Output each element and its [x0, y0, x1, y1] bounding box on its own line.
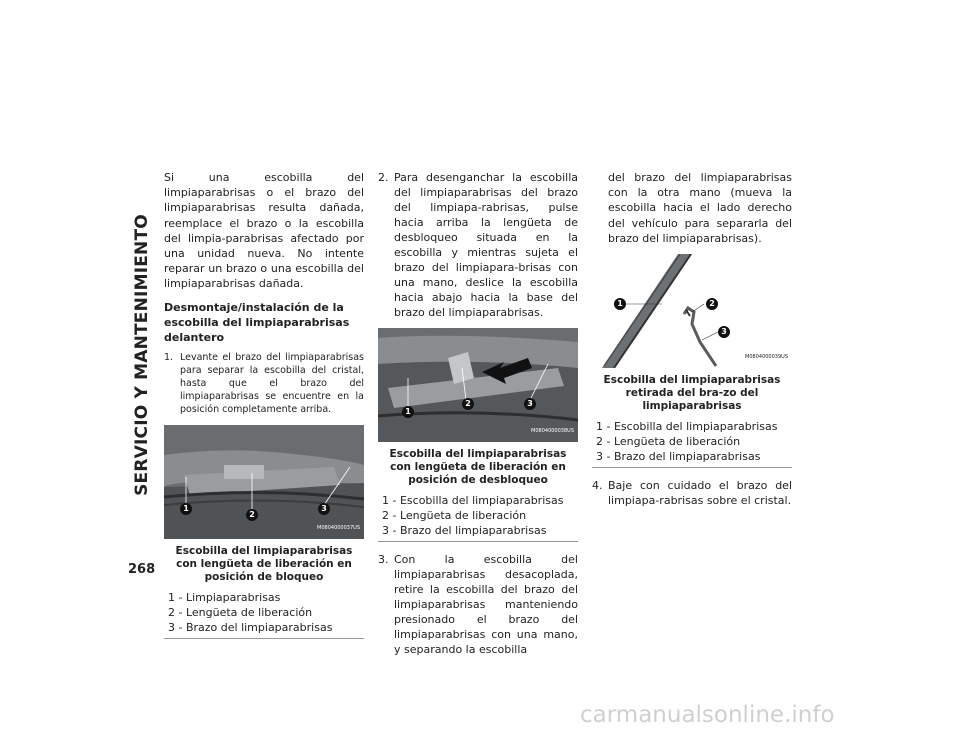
legend-item: 1 - Escobilla del limpiaparabrisas: [596, 420, 778, 434]
step-number: 2.: [378, 171, 389, 184]
figure-caption: Escobilla del limpiaparabrisas con lengüeta de liberación en posición de desbloqueo: [389, 448, 567, 486]
figure-code: M0804000037US: [317, 524, 360, 531]
step-2: [378, 170, 578, 320]
step-3: [378, 552, 578, 657]
figure-wiper-locked: [164, 425, 364, 539]
figure-wiper-unlocked: [378, 328, 578, 442]
legend-item: 3 - Brazo del limpiaparabrisas: [382, 524, 547, 537]
column-3: [592, 170, 792, 516]
figure-legend: [378, 491, 578, 542]
step-number: 3.: [378, 553, 389, 566]
legend-item: 1 - Escobilla del limpiaparabrisas: [382, 494, 564, 507]
callout-1: 1: [180, 503, 192, 515]
callout-1: 1: [402, 406, 414, 418]
legend-item: 2 - Lengüeta de liberación: [382, 509, 527, 522]
step-text: Baje con cuidado el brazo del limpiapa-rabrisas sobre el cristal.: [608, 479, 792, 508]
step-4: [592, 478, 792, 508]
legend-item: 2 - Lengüeta de liberación: [596, 435, 741, 449]
column-1: [164, 170, 364, 649]
watermark: carmanualsonline.info: [580, 702, 835, 728]
callout-2: 2: [706, 298, 718, 310]
figure-caption: Escobilla del limpiaparabrisas con lengüeta de liberación en posición de bloqueo: [175, 544, 353, 583]
step-text: Levante el brazo del limpiaparabrisas para separar la escobilla del cristal, hasta que el brazo del limpiaparabrisas se encuentre en la posición completamente arriba.: [180, 351, 364, 416]
callout-2: 2: [462, 398, 474, 410]
column-2: [378, 170, 578, 665]
figure-code: M0804000039US: [745, 354, 788, 361]
page-number: 268: [128, 562, 156, 577]
section-tab-label: SERVICIO Y MANTENIMIENTO: [132, 214, 152, 496]
intro-paragraph: Si una escobilla del limpiaparabrisas o el brazo del limpiaparabrisas resulta dañada, reemplace el brazo o la escobilla del limpia-parabrisas afectado por una unidad nueva. No intente reparar un brazo o una escobilla del limpiaparabrisas dañada.: [164, 171, 364, 291]
section-tab: [128, 160, 156, 550]
callout-3: 3: [318, 503, 330, 515]
continued-paragraph: del brazo del limpiaparabrisas con la otra mano (mueva la escobilla hacia el lado derecho del vehículo para separarla del brazo del limpiaparabrisas).: [608, 171, 792, 245]
figure-wiper-removed: [592, 254, 792, 368]
section-heading: Desmontaje/instalación de la escobilla del limpiaparabrisas delantero: [164, 300, 350, 344]
step-text: Para desenganchar la escobilla del limpiaparabrisas del brazo del limpiapa-rabrisas, pulse hacia arriba la lengüeta de desbloqueo situada en la escobilla y mientras sujeta el brazo del limpiapara-brisas con una mano, deslice la escobilla hacia abajo hacia la base del brazo del limpiaparabrisas.: [394, 171, 578, 319]
legend-item: 3 - Brazo del limpiaparabrisas: [168, 620, 333, 634]
step-1: [164, 351, 364, 417]
legend-item: 2 - Lengüeta de liberación: [168, 605, 313, 619]
step-text: Con la escobilla del limpiaparabrisas desacoplada, retire la escobilla del brazo del limpiaparabrisas manteniendo presionado el brazo del limpiaparabrisas con una mano, y separando la escobilla: [394, 553, 578, 656]
figure-code: M0804000038US: [531, 428, 574, 434]
callout-1: 1: [614, 298, 626, 310]
figure-caption: Escobilla del limpiaparabrisas retirada del bra-zo del limpiaparabrisas: [603, 374, 781, 413]
callout-3: 3: [524, 398, 536, 410]
step-number: 4.: [592, 479, 603, 493]
step-number: 1.: [164, 351, 174, 363]
callout-2: 2: [246, 509, 258, 521]
legend-item: 3 - Brazo del limpiaparabrisas: [596, 450, 761, 464]
callout-3: 3: [718, 326, 730, 338]
legend-item: 1 - Limpiaparabrisas: [168, 590, 281, 604]
figure-legend: [592, 417, 792, 468]
figure-legend: [164, 588, 364, 639]
